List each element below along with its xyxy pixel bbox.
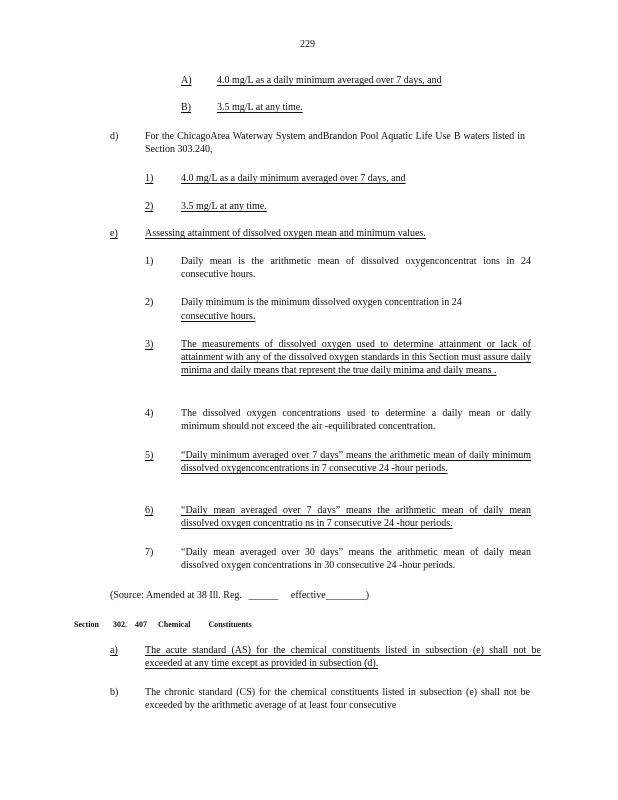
- section-number: 302. 407: [113, 620, 147, 629]
- subsection-d-label: d): [110, 131, 119, 142]
- item-A-text: 4.0 mg/L as a daily minimum averaged over 7 days, and: [217, 75, 442, 86]
- item-d1-text: 4.0 mg/L as a daily minimum averaged over 7 days, and: [181, 173, 406, 184]
- source-note-effective: effective: [290, 590, 326, 601]
- item-e7-text: “Daily mean averaged over 30 days” means the arithmetic mean of daily mean dissolved oxygen concentrations in 30 consecutive 24 -hour periods.: [181, 547, 531, 571]
- section-a-label: a): [110, 645, 118, 656]
- item-e6-text: “Daily mean averaged over 7 days” means the arithmetic mean of daily mean dissolved oxygen concentratio ns in 7 consecutive 24 -hour periods.: [181, 505, 531, 529]
- item-e5-text: “Daily minimum averaged over 7 days” means the arithmetic mean of daily minimum dissolved oxygenconcentrations in 7 consecutive 24 -hour periods.: [181, 450, 531, 474]
- subsection-e-text: Assessing attainment of dissolved oxygen mean and minimum values.: [145, 228, 426, 239]
- item-e4-number: 4): [145, 408, 154, 419]
- item-e7-number: 7): [145, 547, 154, 558]
- item-B-number: B): [181, 102, 191, 113]
- item-e2-text-line2: consecutive hours.: [181, 311, 256, 322]
- item-e2-text-line1: Daily minimum is the minimum dissolved oxygen concentration in 24: [181, 297, 462, 308]
- item-e1-text: Daily mean is the arithmetic mean of dissolved oxygenconcentrat ions in 24 consecutive hours.: [181, 256, 531, 280]
- source-note-blank: ______: [248, 590, 279, 601]
- subsection-d-text: For the ChicagoArea Waterway System andBrandon Pool Aquatic Life Use B waters listed in Section 303.240,: [145, 131, 525, 155]
- section-title: Chemical Constituents: [158, 620, 252, 629]
- item-e5-number: 5): [145, 450, 154, 461]
- item-e1-number: 1): [145, 256, 154, 267]
- section-b-label: b): [110, 687, 119, 698]
- item-B-text: 3.5 mg/L at any time.: [217, 102, 303, 113]
- source-note: [110, 589, 369, 602]
- item-d1-number: 1): [145, 173, 154, 184]
- source-note-blank: ________): [325, 590, 370, 601]
- item-e3-text: The measurements of dissolved oxygen used to determine attainment or lack of attainment with any of the dissolved oxygen standards in this Section must assure daily minima and daily means that represent the true daily minima and daily means .: [181, 339, 531, 376]
- item-e6-number: 6): [145, 505, 154, 516]
- section-word: Section: [74, 620, 99, 629]
- item-e2-number: 2): [145, 297, 154, 308]
- item-e4-text: The dissolved oxygen concentrations used to determine a daily mean or daily minimum should not exceed the air -equilibrated concentration.: [181, 408, 531, 432]
- item-A-number: A): [181, 75, 192, 86]
- section-a-text: The acute standard (AS) for the chemical constituents listed in subsection (e) shall not be exceeded at any time except as provided in subsection (d).: [145, 645, 541, 669]
- item-d2-number: 2): [145, 201, 154, 212]
- page-number: 229: [300, 39, 315, 50]
- section-b-text: The chronic standard (CS) for the chemical constituents listed in subsection (e) shall not be exceeded by the arithmetic average of at least four consecutive: [145, 687, 530, 711]
- subsection-e-label: e): [110, 228, 118, 239]
- item-d2-text: 3.5 mg/L at any time.: [181, 201, 267, 212]
- source-note-text: (Source: Amended at 38 Ill. Reg.: [110, 590, 242, 601]
- item-e3-number: 3): [145, 339, 154, 350]
